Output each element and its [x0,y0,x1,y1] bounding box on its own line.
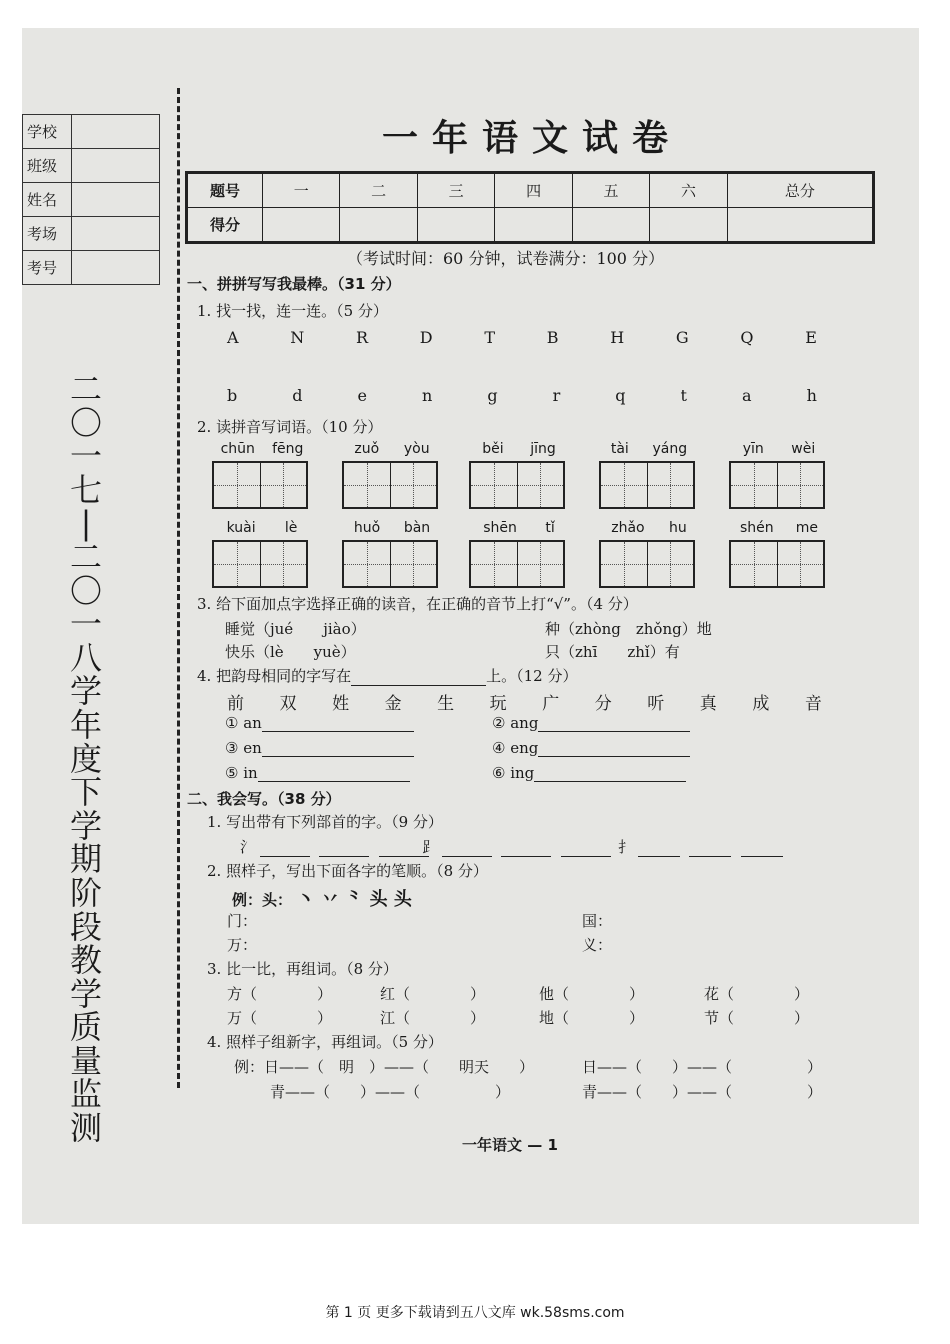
writing-grid[interactable] [469,461,565,509]
lowercase-letter[interactable]: g [487,386,498,405]
q4-blank[interactable]: ① an [225,714,414,732]
uppercase-letter[interactable]: E [805,328,817,347]
stroke-item[interactable]: 国： [582,912,613,930]
writing-cell[interactable] [778,463,824,507]
writing-grid[interactable] [212,461,308,509]
stroke-item[interactable]: 万： [227,936,258,954]
q3-prompt: 3. 给下面加点字选择正确的读音，在正确的音节上打“√”。（4 分） [197,595,638,613]
stroke-example: 例：头： 丶 丷 ⺀ 头 头 [232,889,412,910]
lowercase-letter[interactable]: b [227,386,238,405]
vertical-char: 段 [69,907,102,946]
pinyin-syllable: huǒ [353,520,381,536]
vertical-char: 下 [69,773,102,812]
class-label: 班级 [23,149,72,183]
writing-cell[interactable] [391,542,437,586]
stroke-item[interactable]: 义： [582,936,613,954]
score-header: 四 [495,173,572,208]
pinyin-syllable: chūn [220,441,255,457]
writing-cell[interactable] [261,463,307,507]
score-cell[interactable] [495,208,572,243]
q4-prompt-line [351,685,486,686]
score-header: 题号 [187,173,263,208]
pinyin-syllable: yòu [403,441,430,457]
vertical-char: 二 [69,370,102,408]
vertical-char: | [80,504,92,543]
lowercase-letter[interactable]: t [680,386,687,405]
pinyin-group [599,441,699,509]
score-header: 总分 [727,173,873,208]
q4-prompt-post: 上。（12 分） [486,667,578,685]
writing-cell[interactable] [344,463,391,507]
uppercase-letter[interactable]: G [675,328,689,347]
vertical-char: 阶 [69,873,102,912]
lowercase-letter[interactable]: r [552,386,561,405]
score-cell[interactable] [572,208,649,243]
stroke-item[interactable]: 门： [227,912,258,930]
pinyin-syllable: me [795,520,818,536]
uppercase-letter[interactable]: R [356,328,369,347]
q4-blank[interactable]: ④ eng [492,739,690,757]
pinyin-group [469,441,569,509]
vertical-char: 量 [69,1041,102,1080]
s2-q4-prompt: 4. 照样子组新字，再组词。（5 分） [207,1033,443,1051]
pinyin-syllable: jīng [530,441,556,457]
page-number: 一年语文 — 1 [462,1136,558,1154]
download-footer: 第 1 页 更多下载请到五八文库 wk.58sms.com [325,1305,625,1321]
vertical-char: 监 [69,1075,102,1114]
pinyin-syllable: yīn [742,441,764,457]
writing-grid[interactable] [599,540,695,588]
vertical-char: 教 [69,941,102,980]
uppercase-letter[interactable]: H [610,328,625,347]
writing-cell[interactable] [648,463,694,507]
vertical-char: 年 [69,705,102,744]
writing-cell[interactable] [471,542,518,586]
compare-item[interactable]: 地（ ） [539,1009,645,1027]
q4-prompt [197,665,577,686]
pinyin-group [212,441,312,509]
score-header: 三 [417,173,494,208]
vertical-char: 八 [69,638,102,677]
new-char-item[interactable]: 青——（ ）——（ ） [270,1083,511,1101]
pinyin-syllable: fēng [272,441,304,457]
pinyin-syllable: bàn [403,520,431,536]
uppercase-letter[interactable]: Q [740,328,754,347]
vertical-char: 测 [69,1109,102,1148]
writing-cell[interactable] [601,463,648,507]
writing-grid[interactable] [469,540,565,588]
pinyin-syllable: kuài [226,520,256,536]
room-field[interactable] [72,217,160,251]
exam-info: （考试时间：60 分钟，试卷满分：100 分） [347,249,665,268]
writing-cell[interactable] [214,542,261,586]
vertical-char: 学 [69,806,102,845]
pinyin-group [342,441,442,509]
compare-item[interactable]: 方（ ） [227,985,333,1003]
name-label: 姓名 [23,183,72,217]
s2-q2-prompt: 2. 照样子，写出下面各字的笔顺。（8 分） [207,862,488,880]
lowercase-letter[interactable]: n [422,386,433,405]
section1-heading: 一、拼拼写写我最棒。（31 分） [187,275,401,293]
writing-cell[interactable] [778,542,824,586]
writing-cell[interactable] [731,463,778,507]
score-header: 五 [572,173,649,208]
pinyin-group [729,441,829,509]
pinyin-syllable: shén [740,520,774,536]
s2-q3-prompt: 3. 比一比，再组词。（8 分） [207,960,398,978]
class-field[interactable] [72,149,160,183]
lowercase-letters [227,386,817,405]
school-label: 学校 [23,115,72,149]
pinyin-syllable: wèi [791,441,816,457]
score-table [185,171,875,244]
rhyme-char[interactable]: 姓 [332,694,350,714]
rhyme-char[interactable]: 生 [437,694,455,714]
pinyin-group [729,520,829,588]
writing-cell[interactable] [214,463,261,507]
rhyme-char[interactable]: 前 [227,694,244,714]
rhyme-char[interactable]: 广 [542,694,560,714]
q2-prompt: 2. 读拼音写词语。（10 分） [197,418,383,436]
radical-row[interactable]: 扌 [618,836,783,857]
score-row-label: 得分 [187,208,263,243]
compare-item[interactable]: 红（ ） [380,985,486,1003]
school-field[interactable] [72,115,160,149]
vertical-char: 质 [69,1008,102,1047]
writing-cell[interactable] [731,542,778,586]
pinyin-syllable: tài [610,441,629,457]
q1-prompt: 1. 找一找，连一连。（5 分） [197,302,388,320]
score-cell[interactable] [650,208,727,243]
q4-blank[interactable]: ⑥ ing [492,764,686,782]
writing-cell[interactable] [471,463,518,507]
pinyin-group [469,520,569,588]
pinyin-syllable: yáng [652,441,688,457]
vertical-char: 〇 [69,403,102,442]
score-cell[interactable] [340,208,417,243]
pinyin-syllable: tǐ [545,520,555,536]
rhyme-char[interactable]: 听 [647,694,665,714]
pinyin-syllable: hu [669,520,687,536]
writing-cell[interactable] [261,542,307,586]
vertical-char: 学 [69,974,102,1013]
lowercase-letter[interactable]: e [357,386,367,405]
writing-grid[interactable] [342,461,438,509]
q3-item-c[interactable]: 快乐（lè yuè） [225,643,356,661]
rhyme-char[interactable]: 金 [384,694,402,714]
pinyin-syllable: zhǎo [611,520,645,536]
rhyme-char[interactable]: 成 [752,694,770,714]
q3-item-a[interactable]: 睡觉（jué jiào） [225,620,366,638]
writing-grid[interactable] [729,461,825,509]
compare-item[interactable]: 万（ ） [227,1009,333,1027]
cut-line [177,88,180,1088]
score-header: 六 [650,173,727,208]
uppercase-letter[interactable]: B [546,328,559,347]
pinyin-group [342,520,442,588]
s2-q1-prompt: 1. 写出带有下列部首的字。（9 分） [207,813,443,831]
score-cell[interactable] [263,208,340,243]
score-cell[interactable] [727,208,873,243]
vertical-char: 学 [69,672,102,711]
score-header: 二 [340,173,417,208]
vertical-char: 一 [69,437,102,476]
section2-heading: 二、我会写。（38 分） [187,790,341,808]
new-char-example: 例：日——（ 明 ）——（ 明天 ） [234,1058,535,1076]
vertical-char: 期 [69,840,102,879]
radical-row[interactable]: ⻊ [422,836,611,857]
writing-cell[interactable] [391,463,437,507]
uppercase-letter[interactable]: D [419,328,433,347]
compare-item[interactable]: 花（ ） [704,985,810,1003]
writing-cell[interactable] [518,463,564,507]
q3-item-d[interactable]: 只（zhī zhǐ）有 [545,643,680,661]
writing-cell[interactable] [601,542,648,586]
uppercase-letters [227,328,817,347]
rhyme-char[interactable]: 分 [594,694,612,714]
exam-sheet [22,28,919,1224]
writing-grid[interactable] [212,540,308,588]
number-label: 考号 [23,251,72,285]
q4-blank[interactable]: ③ en [225,739,414,757]
pinyin-group [599,520,699,588]
compare-item[interactable]: 节（ ） [704,1009,810,1027]
rhyme-char[interactable]: 真 [699,694,717,714]
vertical-year-text [66,370,106,1148]
rhyme-char[interactable]: 音 [804,694,822,714]
compare-item[interactable]: 他（ ） [539,985,645,1003]
writing-grid[interactable] [599,461,695,509]
new-char-item[interactable]: 青——（ ）——（ ） [582,1083,823,1101]
page-title: 一年语文试卷 [381,117,682,159]
student-info-table [22,114,160,285]
lowercase-letter[interactable]: d [292,386,303,405]
vertical-char: 度 [69,739,102,778]
vertical-char: 七 [69,470,102,509]
name-field[interactable] [72,183,160,217]
vertical-char: 一 [69,605,102,644]
score-cell[interactable] [417,208,494,243]
number-field[interactable] [72,251,160,285]
pinyin-syllable: zuǒ [354,441,380,457]
q4-blank[interactable]: ② ang [492,714,690,732]
lowercase-letter[interactable]: h [806,386,817,405]
writing-cell[interactable] [518,542,564,586]
new-char-item[interactable]: 日——（ ）——（ ） [582,1058,823,1076]
writing-cell[interactable] [648,542,694,586]
vertical-char: 二 [69,537,102,576]
pinyin-group [212,520,312,588]
uppercase-letter[interactable]: A [227,328,239,347]
vertical-char: 〇 [69,571,102,610]
writing-grid[interactable] [342,540,438,588]
q3-item-b[interactable]: 种（zhòng zhǒng）地 [545,620,712,638]
compare-item[interactable]: 江（ ） [380,1009,486,1027]
q4-blank[interactable]: ⑤ in [225,764,410,782]
score-header: 一 [263,173,340,208]
lowercase-letter[interactable]: a [742,386,752,405]
uppercase-letter[interactable]: N [290,328,305,347]
uppercase-letter[interactable]: T [484,328,495,347]
pinyin-syllable: běi [482,441,504,457]
writing-cell[interactable] [344,542,391,586]
room-label: 考场 [23,217,72,251]
writing-grid[interactable] [729,540,825,588]
rhyme-char[interactable]: 玩 [489,694,507,714]
radical-row[interactable]: 氵 [240,836,429,857]
rhyme-char[interactable]: 双 [279,694,297,714]
q4-characters [227,689,822,714]
pinyin-syllable: lè [284,520,298,536]
lowercase-letter[interactable]: q [615,386,626,405]
pinyin-syllable: shēn [483,520,517,536]
q4-prompt-pre: 4. 把韵母相同的字写在 [197,667,352,685]
